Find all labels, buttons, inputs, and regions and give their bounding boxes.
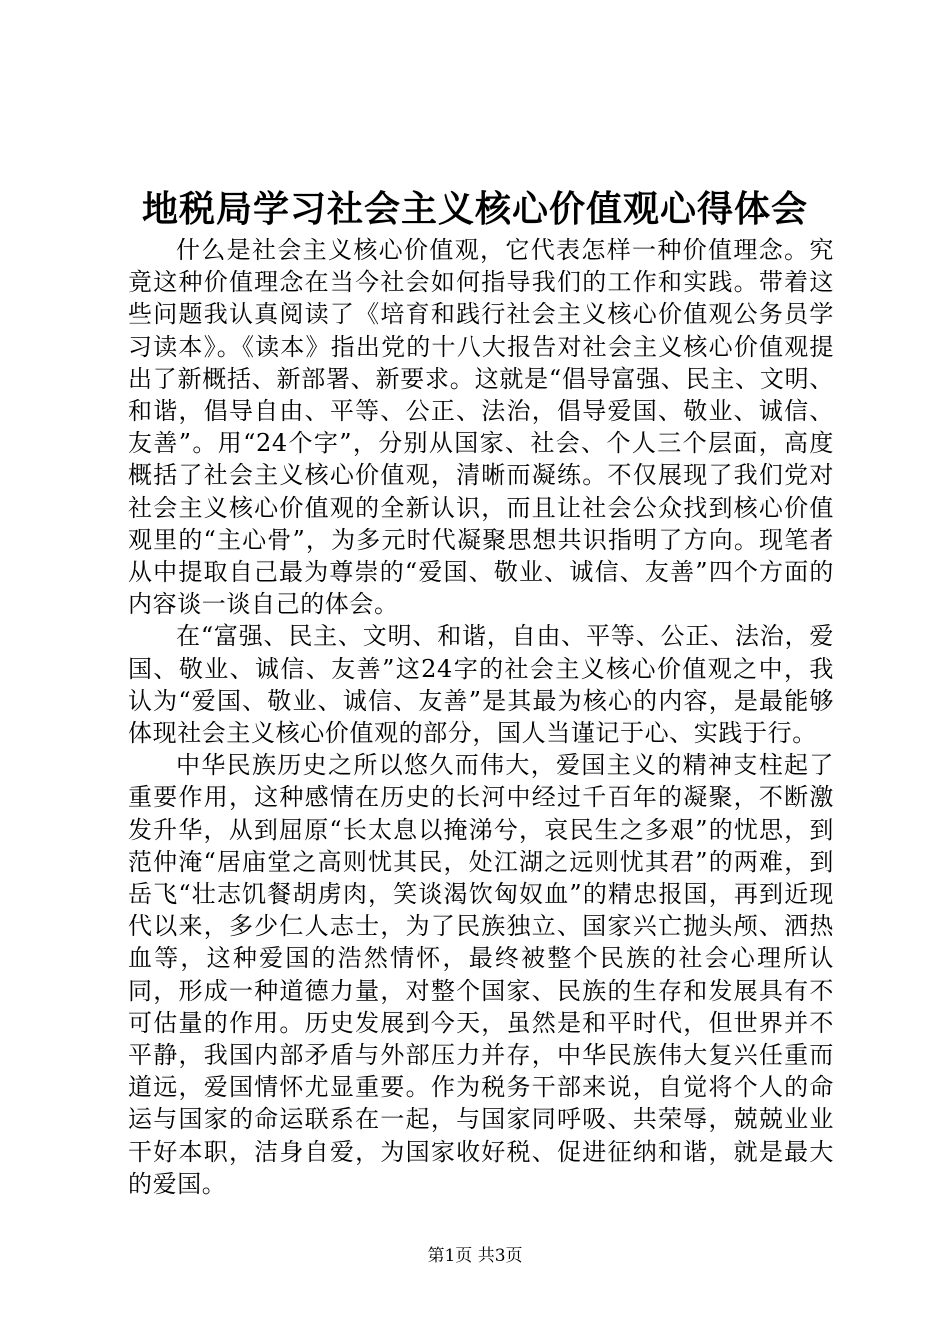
document-title: 地税局学习社会主义核心价值观心得体会 <box>141 189 808 230</box>
paragraph-2: 在“富强、民主、文明、和谐，自由、平等、公正、法治，爱国、敬业、诚信、友善”这24字的社会主义核心价值观之中，我认为“爱国、敬业、诚信、友善”是其最为核心的内容，是最能够体现社会主义核心价值观的部分，国人当谨记于心、实践于行。 <box>128 622 834 748</box>
document-body <box>128 234 834 1200</box>
paragraph-3: 中华民族历史之所以悠久而伟大，爱国主义的精神支柱起了重要作用，这种感情在历史的长河中经过千百年的凝聚，不断激发升华，从到屈原“长太息以掩涕兮，哀民生之多艰”的忧思，到范仲淹“居庙堂之高则忧其民，处江湖之远则忧其君”的两难，到岳飞“壮志饥餐胡虏肉，笑谈渴饮匈奴血”的精忠报国，再到近现代以来，多少仁人志士，为了民族独立、国家兴亡抛头颅、洒热血等，这种爱国的浩然情怀，最终被整个民族的社会心理所认同，形成一种道德力量，对整个国家、民族的生存和发展具有不可估量的作用。历史发展到今天，虽然是和平时代，但世界并不平静，我国内部矛盾与外部压力并存，中华民族伟大复兴任重而道远，爱国情怀尤显重要。作为税务干部来说，自觉将个人的命运与国家的命运联系在一起，与国家同呼吸、共荣辱，兢兢业业干好本职，洁身自爱，为国家收好税、促进征纳和谐，就是最大的爱国。 <box>128 751 834 1198</box>
paragraph-1: 什么是社会主义核心价值观，它代表怎样一种价值理念。究竟这种价值理念在当今社会如何指导我们的工作和实践。带着这些问题我认真阅读了《培育和践行社会主义核心价值观公务员学习读本》。《读本》指出党的十八大报告对社会主义核心价值观提出了新概括、新部署、新要求。这就是“倡导富强、民主、文明、和谐，倡导自由、平等、公正、法治，倡导爱国、敬业、诚信、友善”。用“24个字”，分别从国家、社会、个人三个层面，高度概括了社会主义核心价值观，清晰而凝练。不仅展现了我们党对社会主义核心价值观的全新认识，而且让社会公众找到核心价值观里的“主心骨”，为多元时代凝聚思想共识指明了方向。现笔者从中提取自己最为尊崇的“爱国、敬业、诚信、友善”四个方面的内容谈一谈自己的体会。 <box>128 236 834 619</box>
page-footer: 第1页 共3页 <box>427 1246 523 1266</box>
